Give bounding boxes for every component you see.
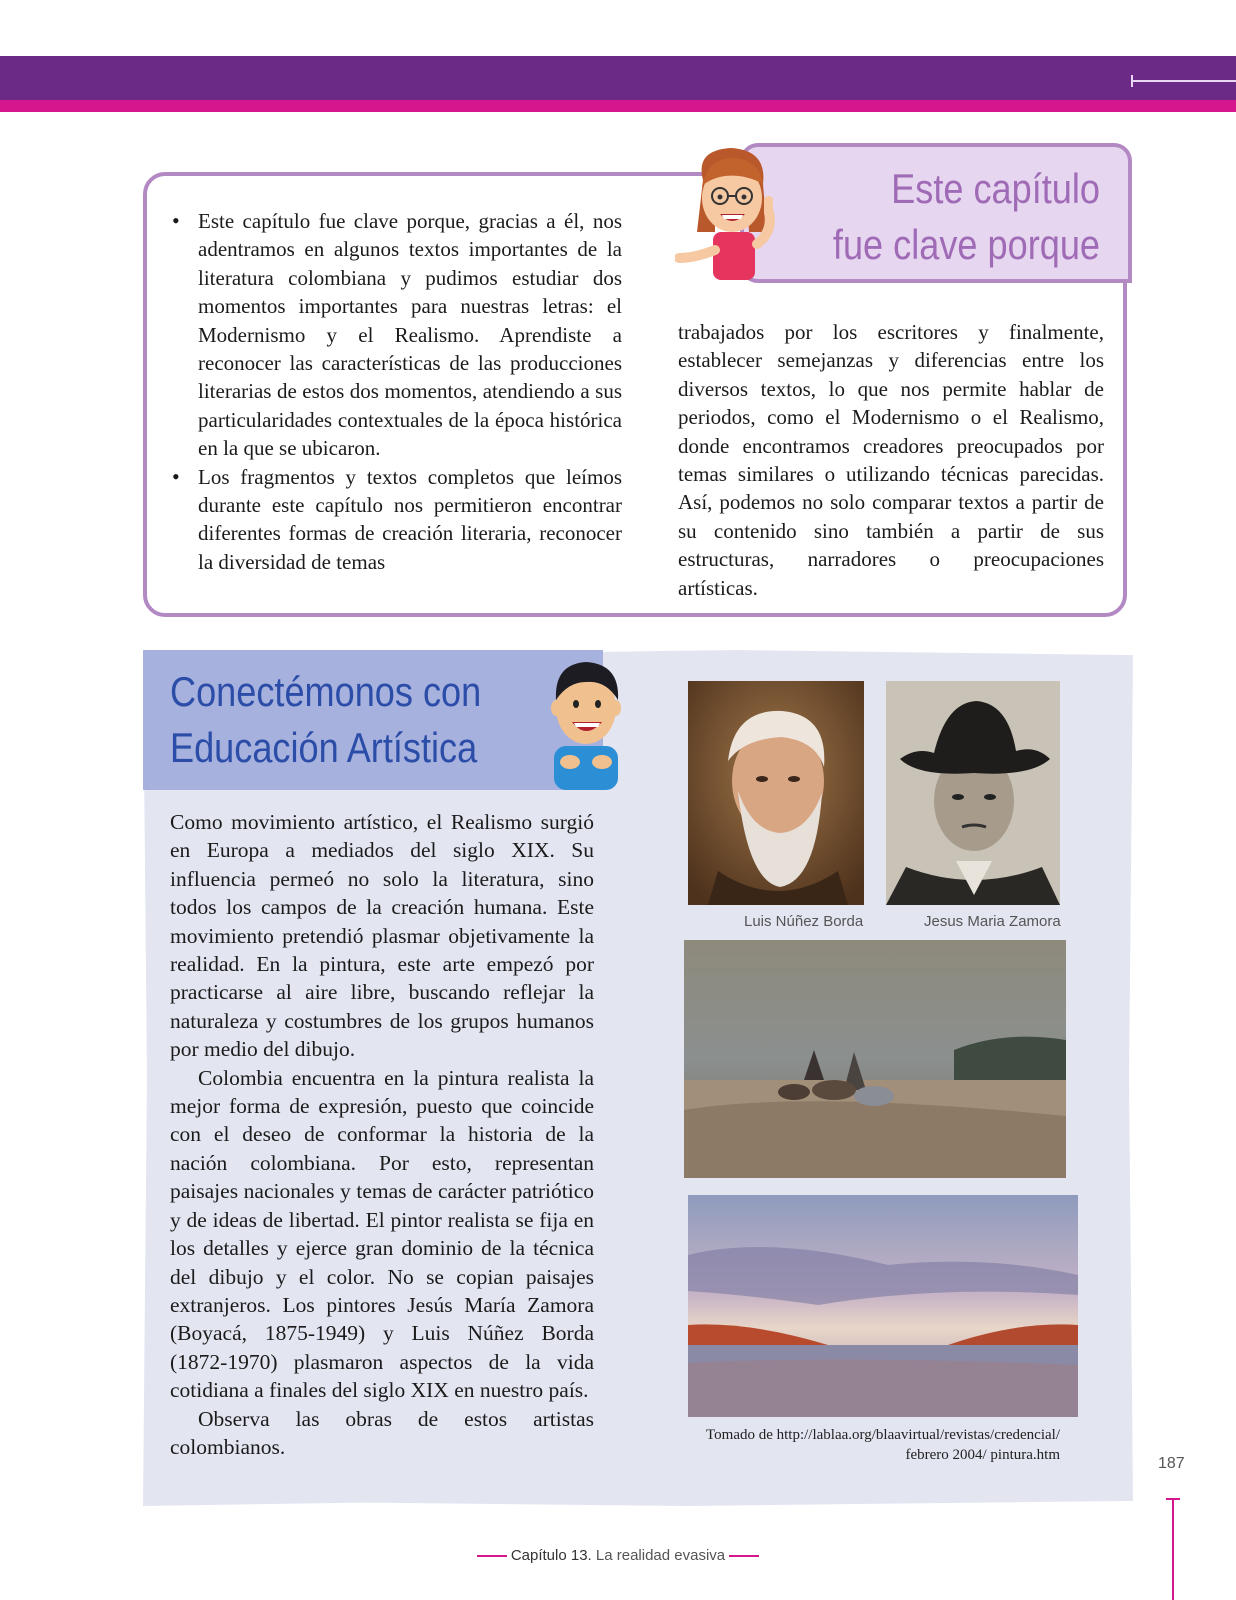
bullet-dot-icon: • xyxy=(172,208,180,233)
footer-title: La realidad evasiva xyxy=(595,1547,726,1564)
art-paragraph-1: Como movimiento artístico, el Realismo surgió en Europa a mediados del siglo XIX. Su influencia permeó no solo la literatura, sino todos los campos de la creación humana. Este movimiento pretendió plasmar objetivamente la realidad. En la pintura, este arte empezó por practicarse al aire libre, buscando reflejar la naturaleza y costumbres de los grupos humanos por medio del dibujo. xyxy=(170,810,594,1062)
header-tick-cap xyxy=(1131,75,1133,87)
portrait-jesus-maria-zamora-image xyxy=(886,681,1060,905)
caption-jesus-maria-zamora: Jesus Maria Zamora xyxy=(924,913,1061,930)
painting-river-sunset-image xyxy=(688,1195,1078,1417)
header-stripe xyxy=(0,100,1236,112)
page-number-line-cap xyxy=(1166,1498,1180,1500)
page-number: 187 xyxy=(1158,1455,1185,1472)
art-paragraph-3: Observa las obras de estos artistas colombianos. xyxy=(170,1406,594,1459)
summary-bullet-item xyxy=(172,207,622,463)
portrait-luis-nunez-borda-image xyxy=(688,681,864,905)
summary-continued-text: trabajados por los escritores y finalmente, establecer semejanzas y diferencias entre los diversos textos, lo que nos permite hablar de periodos, como el Modernismo o el Realismo, donde encontramos creadores preocupados por temas similares o utilizando técnicas parecidas. Así, podemos no solo comparar textos a partir de su contenido sino también a partir de sus estructuras, narradores o preocupaciones artísticas. xyxy=(678,320,1104,600)
source-line-1: Tomado de http://lablaa.org/blaavirtual/revistas/credencial/ xyxy=(706,1427,1060,1443)
boy-character-illustration xyxy=(540,650,632,792)
footer-chapter: Capítulo 13. xyxy=(510,1547,592,1564)
summary-bullet-2: Los fragmentos y textos completos que leímos durante este capítulo nos permitieron encontrar diferentes formas de creación literaria, reconocer la diversidad de temas xyxy=(198,464,622,574)
painting-river-crossing-image xyxy=(684,940,1066,1178)
summary-bullet-1: Este capítulo fue clave porque, gracias a él, nos adentramos en algunos textos importantes de la literatura colombiana y pudimos estudiar dos momentos importantes para nuestras letras: el Modernismo y el Realismo. Aprendiste a reconocer las características de las producciones literarias de estos dos momentos, atendiendo a sus particularidades contextuales de la época histórica en la que se ubicaron. xyxy=(198,209,622,461)
summary-title-line2: fue clave porque xyxy=(832,221,1100,268)
summary-left-column xyxy=(172,207,622,576)
summary-right-column xyxy=(678,318,1104,602)
source-line-2: febrero 2004/ pintura.htm xyxy=(905,1447,1060,1463)
footer xyxy=(0,1547,1236,1564)
art-paragraph-2: Colombia encuentra en la pintura realista la mejor forma de expresión, puesto que coincide con el deseo de conformar la historia de la nación colombiana. Por esto, representan paisajes nacionales y temas de carácter patriótico y de ideas de libertad. El pintor realista se fija en los detalles y ejerce gran dominio de la técnica del dibujo y el color. No se copian paisajes extranjeros. Los pintores Jesús María Zamora (Boyacá, 1875-1949) y Luis Núñez Borda (1872-1970) plasmaron aspectos de la vida cotidiana a finales del siglo XIX en nuestro país. xyxy=(170,1065,594,1403)
summary-bullet-item xyxy=(172,463,622,577)
art-text xyxy=(170,808,594,1461)
header-tick xyxy=(1132,80,1236,82)
art-title-line2: Educación Artística xyxy=(170,724,478,771)
summary-title-box xyxy=(740,143,1132,283)
image-source-credit xyxy=(672,1425,1060,1465)
footer-line-left xyxy=(477,1555,507,1557)
summary-title-line1: Este capítulo xyxy=(891,165,1100,212)
footer-line-right xyxy=(729,1555,759,1557)
art-title-line1: Conectémonos con xyxy=(170,668,482,715)
art-title xyxy=(170,664,481,776)
caption-luis-nunez-borda: Luis Núñez Borda xyxy=(744,913,864,930)
header-bar xyxy=(0,56,1236,100)
bullet-dot-icon: • xyxy=(172,463,180,489)
girl-character-illustration xyxy=(675,140,787,286)
